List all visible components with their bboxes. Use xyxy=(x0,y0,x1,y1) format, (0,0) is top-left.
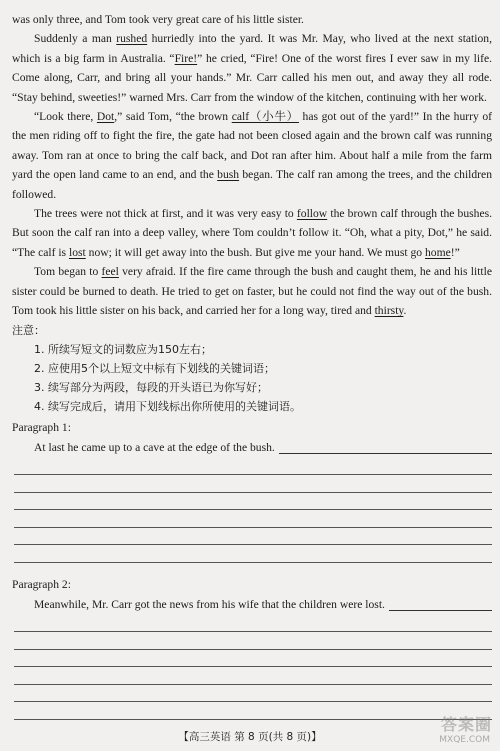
writing-line[interactable] xyxy=(14,650,492,668)
paragraph-2-writing-area[interactable] xyxy=(12,615,492,720)
note-item: 4. 续写完成后，请用下划线标出你所使用的关键词语。 xyxy=(34,399,301,413)
keyword-thirsty: thirsty xyxy=(374,304,404,318)
page-footer: 【高三英语 第 8 页(共 8 页)】 xyxy=(178,731,322,743)
watermark-url: MXQE.COM xyxy=(439,735,490,745)
notes-section xyxy=(12,321,492,416)
story-paragraph-3: “Look there, Dot,” said Tom, “the brown calf（小牛） has got out of the yard!” In the hurry of the men riding off to fight the fire, the gate had not been closed again and the brown calf was running away. Tom ran at once to bring the calf back, and Dot ran after him. About half a mile from the farm yard the open land came to an end, and the bush began. The calf ran among the trees, and the children followed. xyxy=(12,110,493,201)
exam-page xyxy=(12,10,492,720)
paragraph-1-starter-blank[interactable] xyxy=(279,452,492,454)
keyword-lost: lost xyxy=(68,245,86,259)
keyword-bush: bush xyxy=(217,168,240,182)
writing-line[interactable] xyxy=(14,458,492,476)
writing-line[interactable] xyxy=(14,528,492,546)
writing-line[interactable] xyxy=(14,632,492,650)
paragraph-1-starter-text: At last he came up to a cave at the edge of the bush. xyxy=(34,440,275,454)
paragraph-2-starter xyxy=(12,595,492,615)
writing-line[interactable] xyxy=(14,475,492,493)
paragraph-1-writing-area[interactable] xyxy=(12,458,492,563)
paragraph-1-label: Paragraph 1: xyxy=(12,420,71,434)
paragraph-2-starter-text: Meanwhile, Mr. Carr got the news from his wife that the children were lost. xyxy=(34,597,385,611)
note-item: 1. 所续写短文的词数应为150左右； xyxy=(34,342,212,356)
keyword-feel: feel xyxy=(101,265,119,279)
keyword-calf: calf（小牛） xyxy=(231,110,299,124)
writing-line[interactable] xyxy=(14,545,492,563)
paragraph-1-starter xyxy=(12,438,492,458)
writing-line[interactable] xyxy=(14,510,492,528)
writing-line[interactable] xyxy=(14,667,492,685)
story-paragraph-2: Suddenly a man rushed hurriedly into the yard. It was Mr. May, who lived at the next station, which is a big farm in Australia. “Fire!” he cried, “Fire! One of the worst fires I ever saw in my life. Come along, Carr, and bring all your hands.” Mr. Carr called his men out, and away they all rode. “Stay behind, sweeties!” warned Mrs. Carr from the window of the kitchen, continuing with her work. xyxy=(12,32,492,104)
note-item: 3. 续写部分为两段，每段的开头语已为你写好； xyxy=(34,380,268,394)
writing-line[interactable] xyxy=(14,493,492,511)
story-paragraph-4: The trees were not thick at first, and it was very easy to follow the brown calf through the bushes. But soon the calf ran into a deep valley, where Tom couldn’t follow it. “Oh, what a pity, Dot,” he said. “The calf is lost now; it will get away into the bush. But give me your hand. We must go home!” xyxy=(12,207,493,259)
watermark-logo: 答案圈 xyxy=(440,715,492,734)
paragraph-2-label: Paragraph 2: xyxy=(12,577,71,591)
story-paragraph-5: Tom began to feel very afraid. If the fire came through the bush and caught them, he and his little sister could be burned to death. He tried to get on faster, but he could not find the way out of the bush. Tom took his little sister on his back, and carried her for a long way, tired and thirsty. xyxy=(12,265,493,318)
keyword-dot: Dot xyxy=(96,110,115,124)
keyword-rushed: rushed xyxy=(116,32,148,46)
story-line-1: was only three, and Tom took very great care of his little sister. xyxy=(12,13,304,26)
writing-line[interactable] xyxy=(14,615,492,633)
keyword-home: home xyxy=(424,245,451,259)
keyword-follow: follow xyxy=(296,207,328,221)
keyword-fire: Fire! xyxy=(174,51,198,65)
paragraph-2-starter-blank[interactable] xyxy=(389,609,492,611)
notes-title: 注意： xyxy=(12,323,45,337)
note-item: 2. 应使用5个以上短文中标有下划线的关键词语； xyxy=(34,361,275,375)
writing-line[interactable] xyxy=(14,685,492,703)
writing-line[interactable] xyxy=(14,702,492,720)
